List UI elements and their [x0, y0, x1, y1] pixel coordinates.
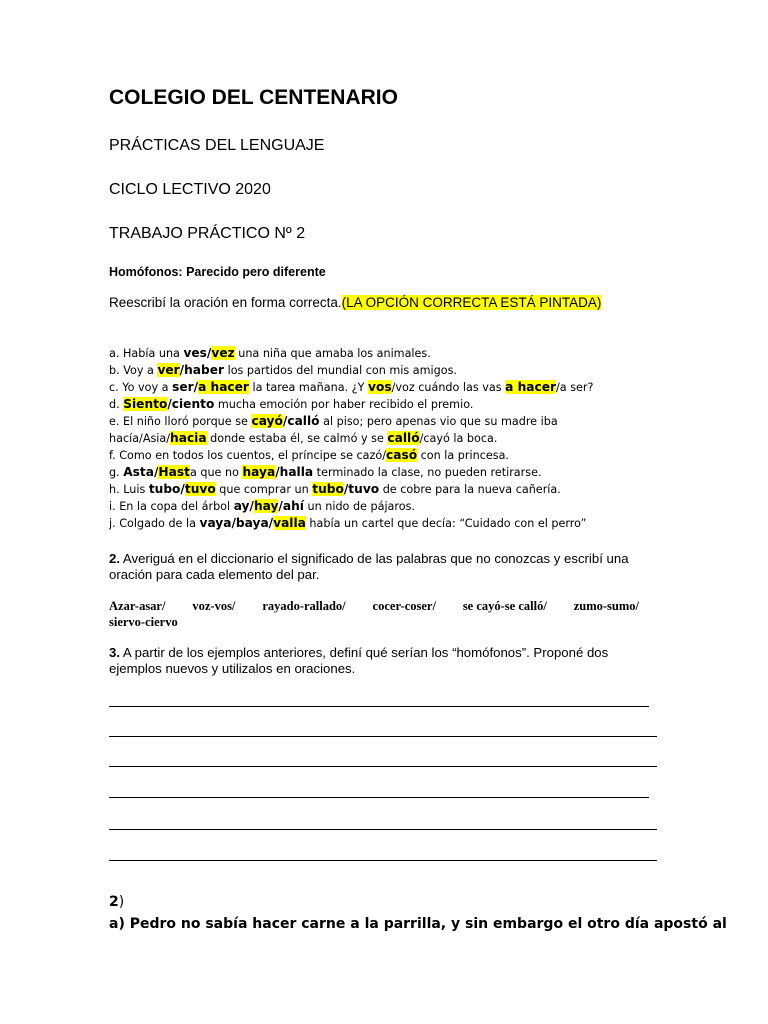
exercise-text: /cayó la boca.: [419, 432, 498, 445]
school-year-heading: CICLO LECTIVO 2020: [109, 181, 271, 198]
highlighted-answer: hay: [253, 499, 279, 513]
exercise-text: mucha emoción por haber recibido el premio.: [214, 398, 474, 411]
exercise-text: terminado la clase, no pueden retirarse.: [313, 466, 542, 479]
exercise-item: [109, 464, 669, 481]
answer-line[interactable]: [109, 860, 657, 861]
word-pair: Azar-asar/: [109, 599, 166, 613]
exercise-text: /ciento: [167, 397, 215, 411]
highlighted-answer: haya: [242, 465, 276, 479]
answer-line[interactable]: [109, 706, 649, 707]
exercise-item: [109, 498, 669, 515]
exercise-item: [109, 447, 669, 464]
exercise-text: ay/: [233, 499, 254, 513]
exercise-text: un nido de pájaros.: [303, 500, 415, 513]
question-2-number: 2.: [109, 551, 120, 566]
exercise-item: [109, 345, 669, 362]
question-3-number: 3.: [109, 645, 120, 660]
word-pair: se cayó-se calló/: [462, 599, 547, 613]
exercise-text: con la princesa.: [417, 449, 509, 462]
highlighted-answer: valla: [273, 516, 306, 530]
exercise-text: había un cartel que decía: “Cuidado con el perro”: [305, 517, 587, 530]
exercise-text: /halla: [275, 465, 314, 479]
word-pair: voz-vos/: [192, 599, 236, 613]
question-2b-line: a) Pedro no sabía hacer carne a la parrilla, y sin embargo el otro día apostó al: [109, 916, 727, 932]
exercise-text: hacía/Asia/: [109, 432, 171, 445]
exercise-text: f. Como en todos los cuentos, el príncipe se cazó/: [109, 449, 387, 462]
highlighted-answer: vez: [211, 346, 235, 360]
exercise-text: /a ser?: [556, 381, 594, 394]
exercise-item: [109, 515, 669, 532]
exercise-text: h. Luis: [109, 483, 149, 496]
question-3: [109, 645, 659, 677]
answer-line[interactable]: [109, 797, 649, 798]
exercise-item: [109, 413, 669, 430]
exercise-text: /tuvo: [343, 482, 380, 496]
instruction-note: (LA OPCIÓN CORRECTA ESTÁ PINTADA): [341, 295, 602, 310]
exercise-text: /haber: [179, 363, 225, 377]
exercise-text: a que no: [189, 466, 243, 479]
question-2-text: Averiguá en el diccionario el significado de las palabras que no conozcas y escribí una oración para cada elemento del par.: [109, 551, 629, 582]
highlighted-answer: casó: [386, 448, 418, 462]
exercise-item: [109, 379, 669, 396]
exercise-text: /ahí: [278, 499, 304, 513]
subject-heading: PRÁCTICAS DEL LENGUAJE: [109, 137, 325, 154]
question-3-text: A partir de los ejemplos anteriores, definí qué serían los “homófonos”. Proponé dos ejemplos nuevos y utilizalos en oraciones.: [109, 645, 609, 676]
exercise-text: j. Colgado de la: [109, 517, 200, 530]
highlighted-answer: calló: [387, 431, 420, 445]
highlighted-answer: ver: [157, 363, 180, 377]
highlighted-answer: Siento: [123, 397, 168, 411]
word-pair: cocer-coser/: [372, 599, 436, 613]
exercise-text: la tarea mañana. ¿Y: [248, 381, 368, 394]
highlighted-answer: cayó: [251, 414, 283, 428]
highlighted-answer: vos: [368, 380, 392, 394]
exercise-text: Asta/: [123, 465, 159, 479]
word-pair: rayado-rallado/: [262, 599, 346, 613]
exercise-text: /calló: [282, 414, 320, 428]
word-pair-last: siervo-ciervo: [109, 615, 178, 629]
exercise-text: /voz cuándo las vas: [391, 381, 506, 394]
assignment-heading: TRABAJO PRÁCTICO Nº 2: [109, 225, 306, 242]
exercise-item: [109, 362, 669, 379]
exercise-text: ves: [183, 346, 207, 360]
exercise-text: tubo/: [148, 482, 185, 496]
answer-line[interactable]: [109, 766, 657, 767]
school-title: COLEGIO DEL CENTENARIO: [109, 86, 398, 109]
exercise-item: [109, 481, 669, 498]
exercise-text: a. Había una: [109, 347, 184, 360]
exercise-text: i. En la copa del árbol: [109, 500, 234, 513]
word-pairs-row: [109, 598, 639, 614]
highlighted-answer: tuvo: [184, 482, 216, 496]
exercise-text: e. El niño lloró porque se: [109, 415, 252, 428]
exercise-item: [109, 396, 669, 413]
instruction-text: Reescribí la oración en forma correcta.: [109, 295, 342, 310]
exercise-text: ser/: [172, 380, 199, 394]
exercise-text: los partidos del mundial con mis amigos.: [224, 364, 457, 377]
highlighted-answer: hacia: [170, 431, 207, 445]
section-subtitle: Homófonos: Parecido pero diferente: [109, 265, 326, 279]
exercise-text: d.: [109, 398, 124, 411]
highlighted-answer: a hacer: [198, 380, 249, 394]
answer-line[interactable]: [109, 736, 657, 737]
word-pairs: [109, 598, 639, 630]
highlighted-answer: a hacer: [505, 380, 557, 394]
question-2b: [109, 891, 727, 935]
exercise-list: [109, 345, 669, 532]
highlighted-answer: tubo: [312, 482, 344, 496]
exercise-text: una niña que amaba los animales.: [234, 347, 431, 360]
exercise-text: al piso; pero apenas vio que su madre iba: [319, 415, 558, 428]
exercise-text: c. Yo voy a: [109, 381, 173, 394]
exercise-text: vaya/baya/: [199, 516, 274, 530]
question-2b-paren: ): [118, 894, 125, 910]
highlighted-answer: Hast: [158, 465, 190, 479]
question-2b-number: 2: [109, 894, 119, 910]
exercise-text: de cobre para la nueva cañería.: [379, 483, 561, 496]
exercise-item: [109, 430, 669, 447]
exercise-text: que comprar un: [215, 483, 313, 496]
answer-line[interactable]: [109, 829, 657, 830]
instruction: [109, 295, 601, 310]
exercise-text: /: [206, 346, 212, 360]
exercise-text: b. Voy a: [109, 364, 158, 377]
word-pair: zumo-sumo/: [573, 599, 639, 613]
exercise-text: donde estaba él, se calmó y se: [206, 432, 388, 445]
exercise-text: g.: [109, 466, 124, 479]
question-2: [109, 551, 659, 583]
